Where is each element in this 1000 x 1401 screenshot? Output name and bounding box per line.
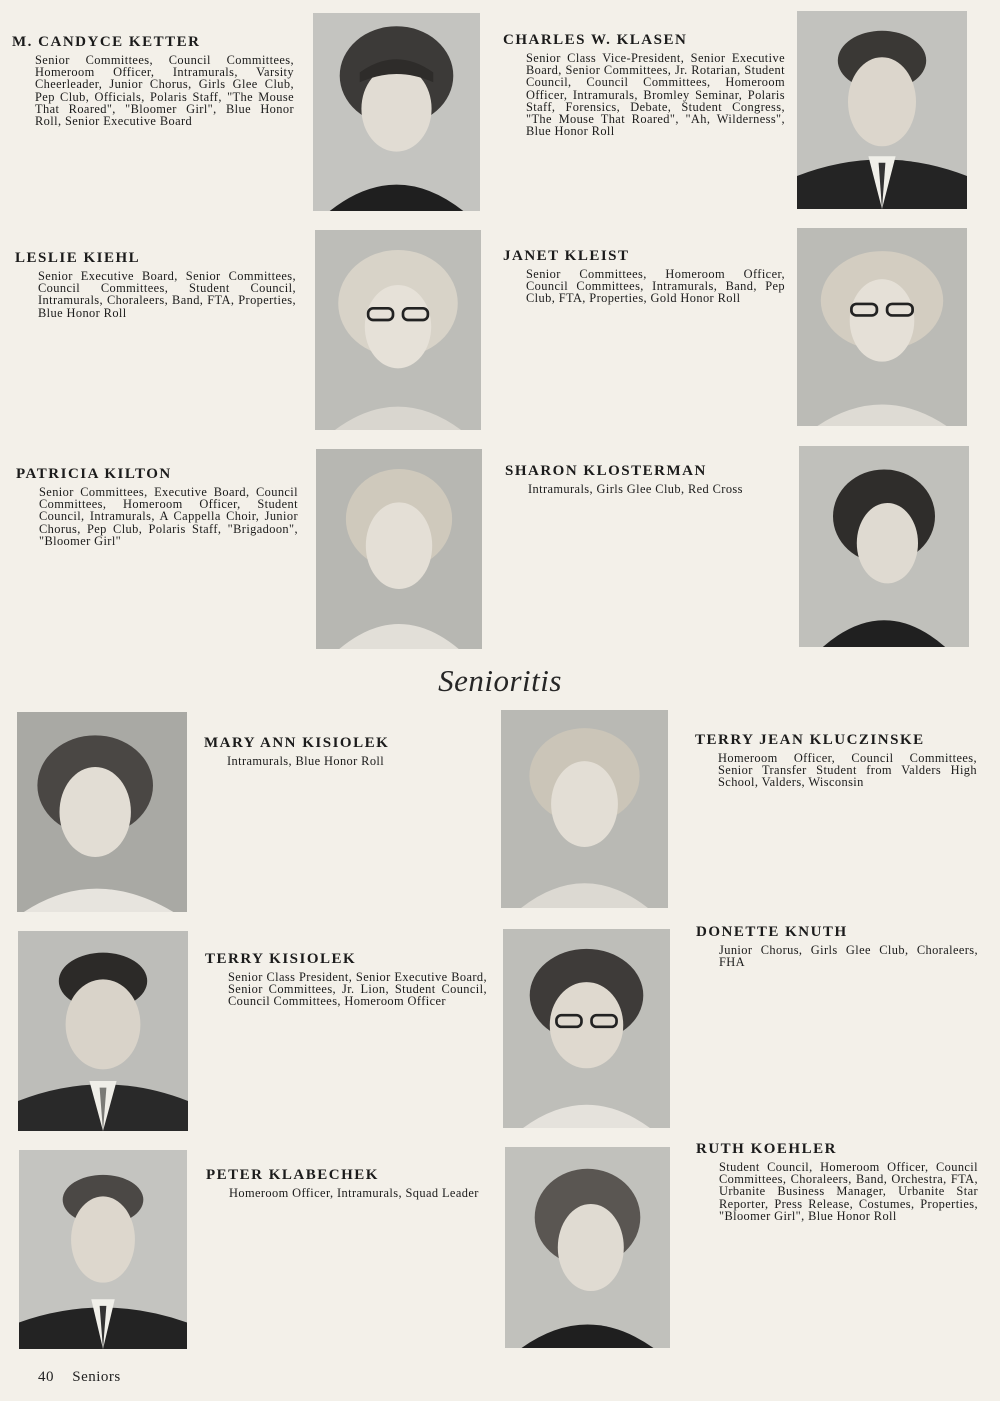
senior-activities: Senior Class President, Senior Executive Board, Senior Committees, Jr. Lion, Student Council, Council Committees, Homeroom Officer [228,970,487,1009]
senior-entry [15,250,296,319]
senior-entry [12,34,294,127]
senior-portrait-photo [503,929,670,1128]
senior-portrait-photo [797,11,967,209]
senior-activities: Intramurals, Girls Glee Club, Red Cross [528,482,743,496]
senior-activities: Homeroom Officer, Intramurals, Squad Leader [229,1186,479,1200]
senior-name: PETER KLABECHEK [206,1167,379,1183]
senior-entry [695,732,977,789]
senior-entry [503,32,785,137]
senior-activities: Senior Committees, Executive Board, Council Committees, Homeroom Officer, Student Council, Intramurals, A Cappella Choir, Junior Chorus, Pep Club, Polaris Staff, "Brigadoon", "Bloomer Girl" [39,485,298,548]
senior-activities: Senior Committees, Homeroom Officer, Council Committees, Intramurals, Band, Pep Club, FTA, Properties, Gold Honor Roll [526,267,785,306]
senior-entry [505,463,787,495]
senior-name: TERRY KISIOLEK [205,951,357,967]
senior-name: DONETTE KNUTH [696,924,848,940]
senior-activities: Homeroom Officer, Council Committees, Senior Transfer Student from Valders High School, Valders, Wisconsin [718,751,977,790]
senior-portrait-photo [797,228,967,426]
senior-portrait-photo [313,13,480,211]
senior-name: M. CANDYCE KETTER [12,34,201,50]
senior-name: TERRY JEAN KLUCZINSKE [695,732,925,748]
senior-activities: Senior Committees, Council Committees, Homeroom Officer, Intramurals, Varsity Cheerleader, Junior Chorus, Girls Glee Club, Pep Club, Officials, Polaris Staff, "The Mouse That Roared", "Bloomer Girl", Blue Honor Roll, Senior Executive Board [35,53,294,129]
senior-activities: Intramurals, Blue Honor Roll [227,754,385,768]
senior-portrait-photo [501,710,668,908]
senior-name: LESLIE KIEHL [15,250,141,266]
section-title: Senioritis [438,663,562,698]
senior-entry [206,1167,488,1199]
senior-portrait-photo [18,931,188,1131]
senior-entry [503,248,785,305]
senior-entry [696,924,978,968]
page-footer [38,1369,121,1386]
senior-portrait-photo [19,1150,187,1349]
senior-name: SHARON KLOSTERMAN [505,463,707,479]
page-number: 40 [38,1369,54,1385]
senior-portrait-photo [316,449,482,649]
senior-entry [205,951,487,1008]
senior-portrait-photo [315,230,481,430]
senior-name: RUTH KOEHLER [696,1141,837,1157]
senior-activities: Student Council, Homeroom Officer, Council Committees, Choraleers, Band, Orchestra, FTA, Urbanite Business Manager, Urbanite Star Reporter, Press Release, Costumes, Properties, "Bloomer Girl", Blue Honor Roll [719,1160,978,1223]
senior-activities: Senior Class Vice-President, Senior Executive Board, Senior Committees, Jr. Rotarian, Student Council, Council Committees, Homeroom Officer, Intramurals, Bromley Seminar, Polaris Staff, Forensics, Debate, Student Congress, "The Mouse That Roared", "Ah, Wilderness", Blue Honor Roll [526,51,785,139]
senior-activities: Senior Executive Board, Senior Committees, Council Committees, Student Council, Intramurals, Choraleers, Band, FTA, Properties, Blue Honor Roll [38,269,296,320]
senior-portrait-photo [799,446,969,647]
senior-entry [696,1141,978,1222]
senior-portrait-photo [505,1147,670,1348]
senior-name: JANET KLEIST [503,248,630,264]
senior-name: CHARLES W. KLASEN [503,32,688,48]
senior-name: PATRICIA KILTON [16,466,172,482]
senior-name: MARY ANN KISIOLEK [204,735,390,751]
senior-portrait-photo [17,712,187,912]
senior-entry [204,735,486,767]
senior-entry [16,466,298,547]
footer-section-label: Seniors [72,1369,121,1385]
senior-activities: Junior Chorus, Girls Glee Club, Choraleers, FHA [719,943,978,970]
